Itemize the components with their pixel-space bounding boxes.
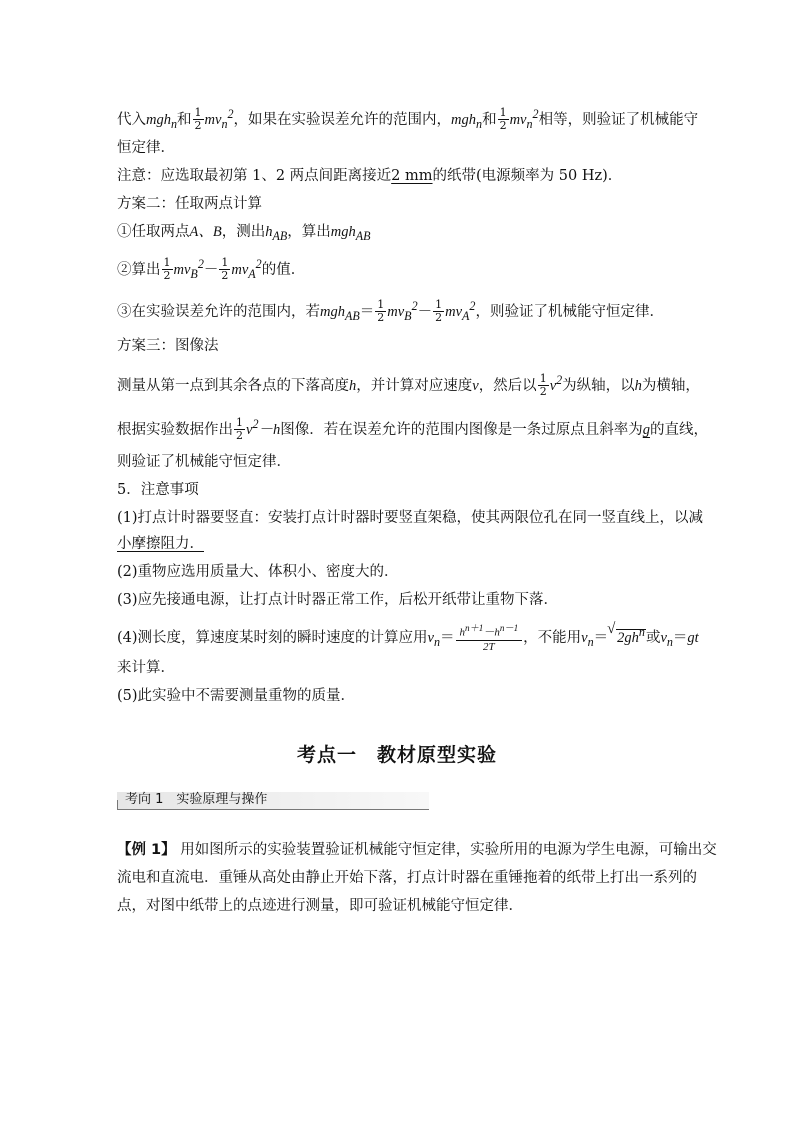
text-line-4: 方案二：任取两点计算 xyxy=(117,196,262,212)
section-title: 考点一 教材原型实验 xyxy=(296,744,497,766)
text-line-16: (3)应先接通电源，让打点计时器正常工作，后松开纸带让重物下落． xyxy=(117,592,559,608)
math-mghn: mgh$_n$ xyxy=(451,111,483,131)
text-line-17: (4)测长度，算速度某时刻的瞬时速度的计算应用$v_n=$ $\frac{h^{n+1}-h^{n-1}}{2T}$ ，不能用$v_n=√$ $2gh^n$或$v_n=gt$ xyxy=(117,622,699,654)
fraction-velocity: $\frac{h^{n+1}-h^{n-1}}{2T}$ xyxy=(456,622,523,654)
math-mvn2: $mv_n^2$ xyxy=(204,107,234,131)
tag-label: 考向 1 实验原理与操作 xyxy=(125,792,268,807)
fraction-half: $\frac{1}{2}$ xyxy=(435,298,443,325)
text-line-8: 方案三：图像法 xyxy=(117,338,219,354)
example-line-2: 流电和直流电．重锤从高处由静止开始下落，打点计时器在重锤拖着的纸带上打出一系列的 xyxy=(117,870,697,886)
fraction-half: $\frac{1}{2}$ xyxy=(377,298,385,325)
text-line-7: ③在实验误差允许的范围内，若mgh$_{AB}$＝ $\frac{1}{2}$ $mv_B^2-$ $\frac{1}{2}$ $mv_A^2$，则验证了机械能守恒定律． xyxy=(117,298,664,325)
text-line-18: 来计算． xyxy=(117,660,175,676)
text: 和 xyxy=(177,111,192,128)
fraction-half: $\frac{1}{2}$ xyxy=(236,416,243,443)
text-line-12: 5．注意事项 xyxy=(117,482,199,498)
fraction-half: $\frac{1}{2}$ xyxy=(539,372,547,399)
text-line-9: 测量从第一点到其余各点的下落高度h，并计算对应速度v，然后以 $\frac{1}{2}$ $v^2$为纵轴，以h为横轴， xyxy=(117,372,700,399)
math-mghn: mgh$_n$ xyxy=(146,111,178,131)
text-line-15: (2)重物应选用质量大、体积小、密度大的． xyxy=(117,564,399,580)
math-mvn2: $mv_n^2$ xyxy=(509,107,539,131)
text-line-6: ②算出 $\frac{1}{2}$ $mv_B^2-$ $\frac{1}{2}$ $mv_A^2$的值． xyxy=(117,256,306,283)
underlined-answer: 2 mm xyxy=(391,168,433,184)
fraction-half: $\frac{1}{2}$ xyxy=(163,256,171,283)
fraction-half: $\frac{1}{2}$ xyxy=(499,106,507,133)
text-line-14 xyxy=(117,534,204,554)
text-line-5: ①任取两点A、B，测出$h_{AB}$，算出mgh$_{AB}$ xyxy=(117,224,371,243)
text: ，如果在实验误差允许的范围内， xyxy=(233,111,452,128)
example-line-1: 【例 1】 用如图所示的实验装置验证机械能守恒定律，实验所用的电源为学生电源，可输出交 xyxy=(117,842,717,858)
text: 和 xyxy=(482,111,497,128)
text-line-10: 根据实验数据作出 $\frac{1}{2}$ $v^2-h$图像．若在误差允许的范围内图像是一条过原点且斜率为g的直线， xyxy=(117,416,708,443)
underlined-answer: 小摩擦阻力． xyxy=(117,536,204,552)
fraction-half: $\frac{1}{2}$ xyxy=(221,256,229,283)
text-line-11: 则验证了机械能守恒定律． xyxy=(117,454,291,470)
topic-tag xyxy=(117,792,429,810)
text-line-2: 恒定律． xyxy=(117,140,175,156)
example-line-3: 点，对图中纸带上的点迹进行测量，即可验证机械能守恒定律． xyxy=(117,898,523,914)
example-label: 【例 1】 xyxy=(117,842,176,858)
sqrt-expression: √ $2gh^n$ xyxy=(608,622,646,648)
text-line-1 xyxy=(117,104,698,134)
text-line-3: 注意：应选取最初第 1、2 两点间距离接近2 mm的纸带(电源频率为 50 Hz)． xyxy=(117,168,623,184)
text-line-19: (5)此实验中不需要测量重物的质量． xyxy=(117,688,356,704)
text: 代入 xyxy=(117,111,146,128)
fraction-half: $\frac{1}{2}$ xyxy=(194,106,202,133)
text: 相等，则验证了机械能守 xyxy=(538,111,699,128)
text-line-13: (1)打点计时器要竖直：安装打点计时器时要竖直架稳，使其两限位孔在同一竖直线上，以减 xyxy=(117,510,704,526)
